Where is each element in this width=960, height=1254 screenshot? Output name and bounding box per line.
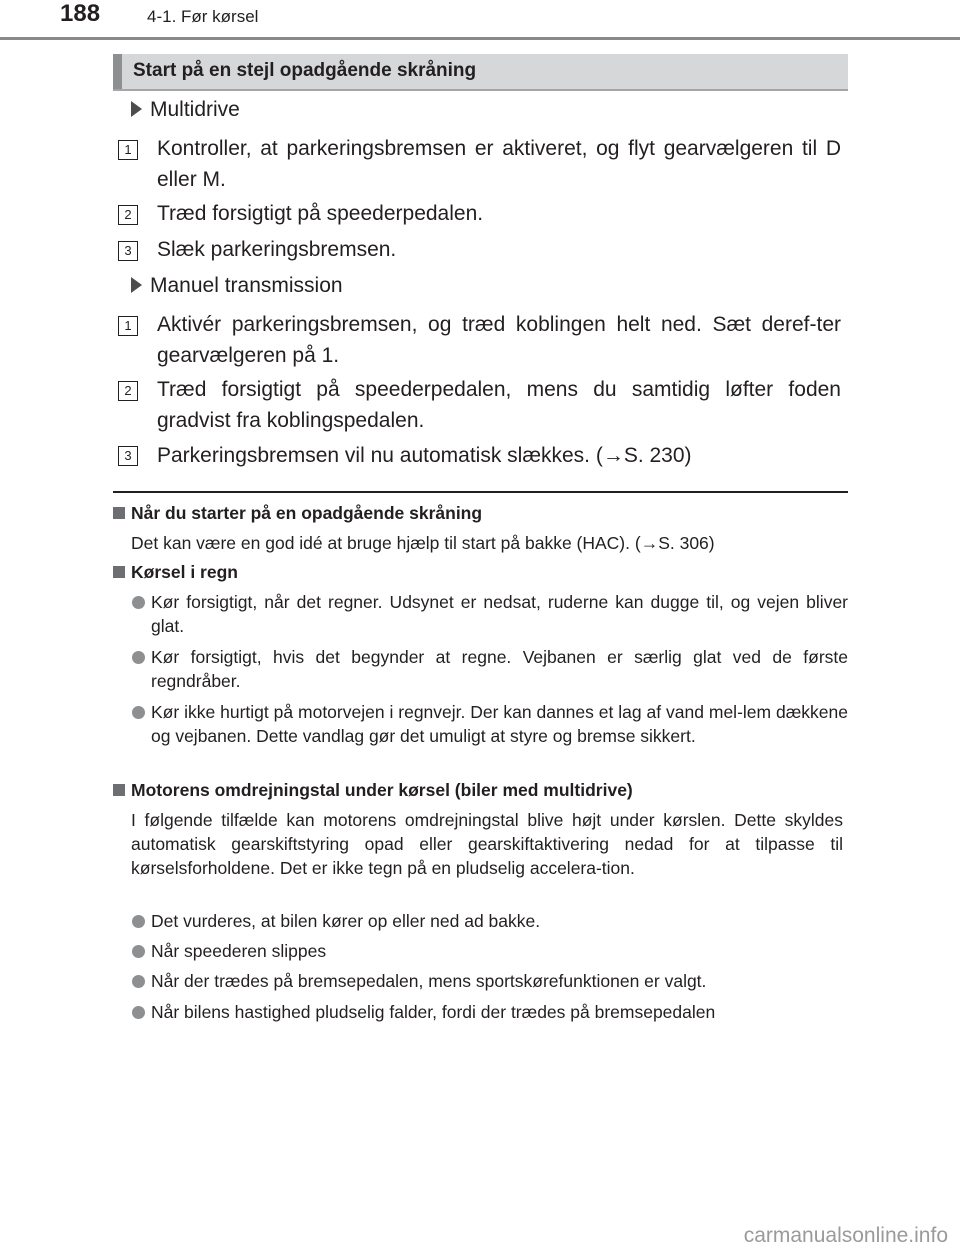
circle-bullet-icon	[132, 915, 145, 928]
circle-bullet-icon	[132, 1006, 145, 1019]
step-text: Træd forsigtigt på speederpedalen.	[157, 202, 484, 225]
note-heading-text: Kørsel i regn	[131, 562, 238, 582]
header-divider	[0, 37, 960, 40]
circle-bullet-icon	[132, 651, 145, 664]
bullet-text: Det vurderes, at bilen kører op eller ned ad bakke.	[151, 911, 541, 931]
step-number-box: 1	[118, 140, 138, 160]
multidrive-heading-text: Multidrive	[150, 98, 240, 121]
section-path: 4-1. Før kørsel	[147, 7, 259, 26]
circle-bullet-icon	[132, 596, 145, 609]
step-text: Aktivér parkeringsbremsen, og træd koblingen helt ned. Sæt deref-ter gearvælgeren på 1.	[157, 313, 841, 367]
page-number: 188	[60, 0, 101, 27]
square-bullet-icon	[113, 566, 125, 578]
note-heading-text: Når du starter på en opadgående skråning	[131, 503, 483, 523]
bullet-text: Når speederen slippes	[151, 941, 327, 961]
multidrive-heading	[131, 98, 240, 122]
step-number-box: 3	[118, 446, 138, 466]
bullet-text: Når bilens hastighed pludselig falder, fordi der trædes på bremsepedalen	[151, 1002, 716, 1022]
note-heading	[113, 503, 482, 524]
triangle-arrow-icon	[131, 277, 142, 293]
bullet-text: Når der trædes på bremsepedalen, mens sportskørefunktionen er valgt.	[151, 971, 707, 991]
step-text: Kontroller, at parkeringsbremsen er aktiveret, og flyt gearvælgeren til D eller M.	[157, 137, 841, 191]
step-text: Slæk parkeringsbremsen.	[157, 238, 397, 261]
note-paragraph: Det kan være en god idé at bruge hjælp til start på bakke (HAC). (→S. 306)	[131, 533, 715, 553]
bullet-text: Kør ikke hurtigt på motorvejen i regnvejr. Der kan dannes et lag af vand mel-lem dækkene og vejbanen. Dette vandlag gør det umuligt at styre og bremse sikkert.	[151, 702, 848, 746]
circle-bullet-icon	[132, 975, 145, 988]
step-number-box: 1	[118, 316, 138, 336]
bullet-text: Kør forsigtigt, når det regner. Udsynet er nedsat, ruderne kan dugge til, og vejen bliver glat.	[151, 592, 848, 636]
section-title: Start på en stejl opadgående skråning	[133, 60, 477, 81]
circle-bullet-icon	[132, 706, 145, 719]
note-heading	[113, 780, 633, 801]
note-heading	[113, 562, 238, 583]
note-paragraph: I følgende tilfælde kan motorens omdrejningstal blive højt under kørslen. Dette skyldes automatisk gearskiftstyring opad eller gearskiftaktivering nedad for at tilpasse til kørselsforholdene. Det er ikke tegn på en pludselig accelera-tion.	[131, 810, 843, 878]
step-number-box: 3	[118, 241, 138, 261]
step-text: Træd forsigtigt på speederpedalen, mens du samtidig løfter foden gradvist fra koblingspedalen.	[157, 378, 841, 432]
section-title-bar	[113, 54, 122, 89]
triangle-arrow-icon	[131, 101, 142, 117]
step-number-box: 2	[118, 205, 138, 225]
step-number-box: 2	[118, 381, 138, 401]
bullet-text: Kør forsigtigt, hvis det begynder at regne. Vejbanen er særlig glat ved de første regndråber.	[151, 647, 848, 691]
watermark: carmanualsonline.info	[743, 1224, 948, 1247]
circle-bullet-icon	[132, 945, 145, 958]
manual-heading-text: Manuel transmission	[150, 274, 343, 297]
square-bullet-icon	[113, 507, 125, 519]
square-bullet-icon	[113, 784, 125, 796]
section-divider	[113, 491, 848, 493]
section-title-box	[113, 54, 848, 91]
step-text: Parkeringsbremsen vil nu automatisk slækkes. (→S. 230)	[157, 444, 692, 467]
note-heading-text: Motorens omdrejningstal under kørsel (biler med multidrive)	[131, 780, 633, 800]
manual-heading	[131, 274, 343, 298]
